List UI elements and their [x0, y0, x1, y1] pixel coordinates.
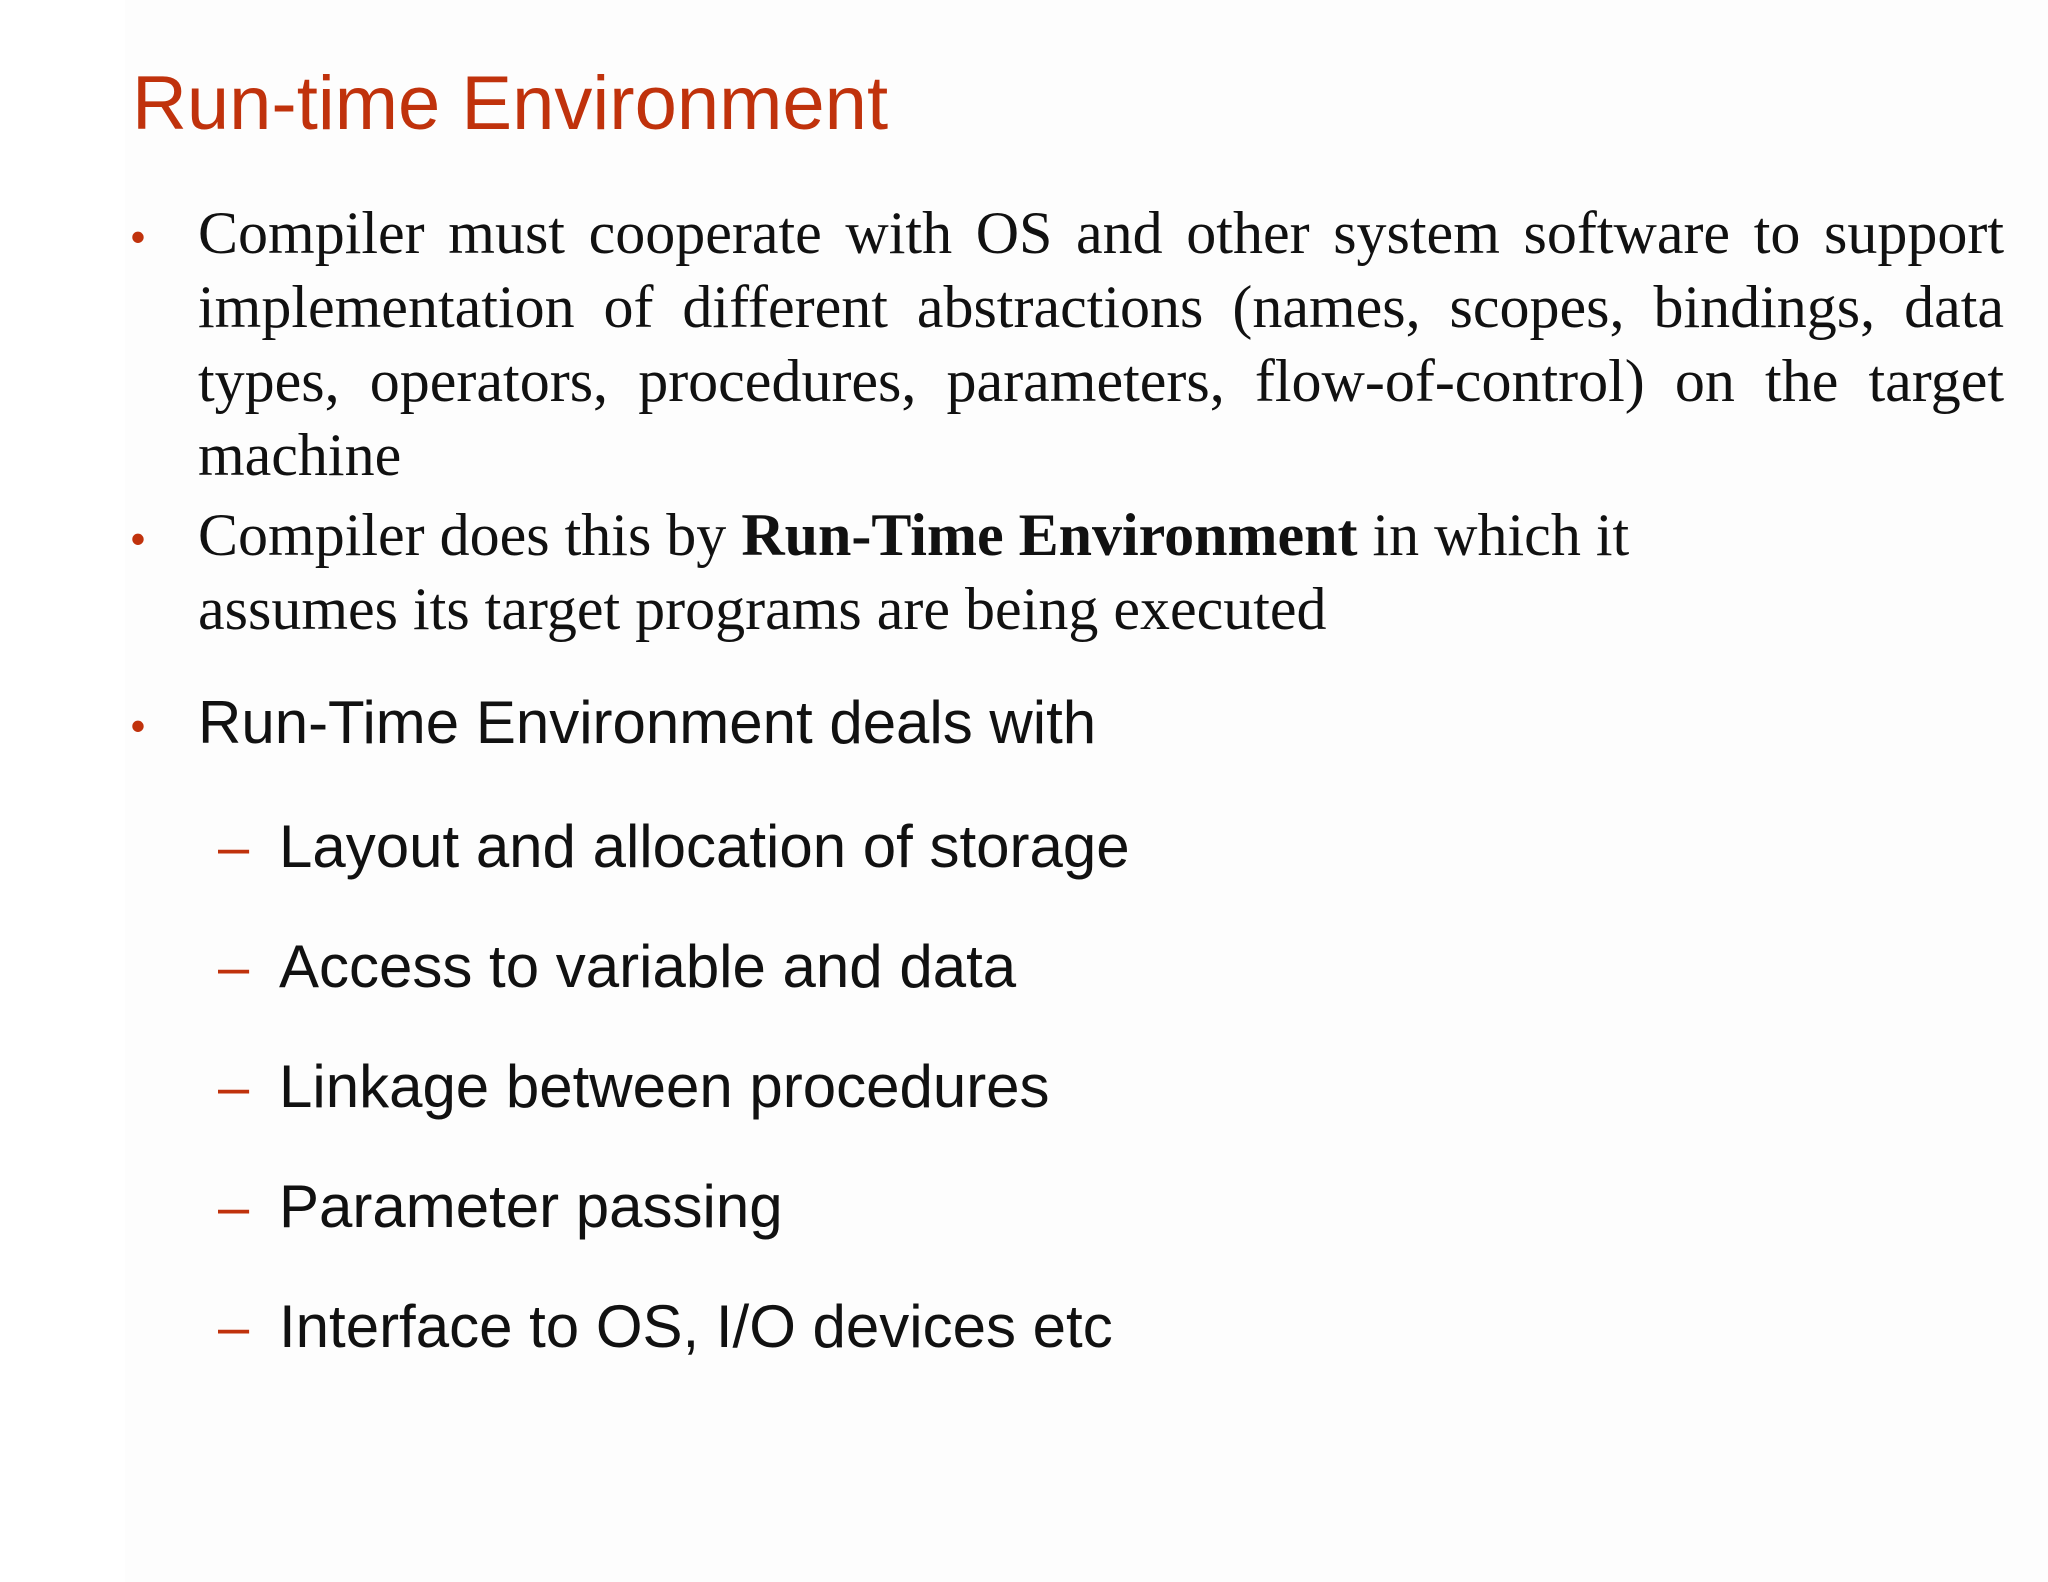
bullet-text-1: Compiler must cooperate with OS and other system software to support implementation of different abstractions (names, scopes, bindings, data types, operators, procedures, parameters, flow-of-control) on the target machine [198, 200, 2004, 488]
bullet-text-2-end-line2: assumes its target programs are being executed [198, 576, 1327, 642]
bullet-marker-1: • [130, 213, 146, 260]
slide-title: Run-time Environment [132, 61, 889, 146]
sub-item-marker-4: – [218, 1175, 250, 1238]
bullet-text-2-end-line1: in which it [1357, 502, 1630, 568]
sub-item-4: Parameter passing [279, 1173, 783, 1240]
sub-item-5: Interface to OS, I/O devices etc [279, 1293, 1113, 1360]
bullet-marker-3: • [130, 702, 146, 749]
sub-item-1: Layout and allocation of storage [279, 813, 1130, 880]
bullet-marker-2: • [130, 515, 146, 562]
sub-item-marker-1: – [218, 815, 250, 878]
sub-item-marker-5: – [218, 1295, 250, 1358]
bullet-text-3: Run-Time Environment deals with [198, 689, 1097, 756]
sub-item-3: Linkage between procedures [279, 1053, 1050, 1120]
sub-item-marker-2: – [218, 935, 250, 998]
bullet-text-2 [198, 498, 2004, 646]
bullet-text-2-emphasis: Run-Time Environment [741, 502, 1358, 568]
sub-item-2: Access to variable and data [279, 933, 1017, 1000]
sub-item-marker-3: – [218, 1055, 250, 1118]
bullet-text-2-start: Compiler does this by [198, 502, 742, 568]
